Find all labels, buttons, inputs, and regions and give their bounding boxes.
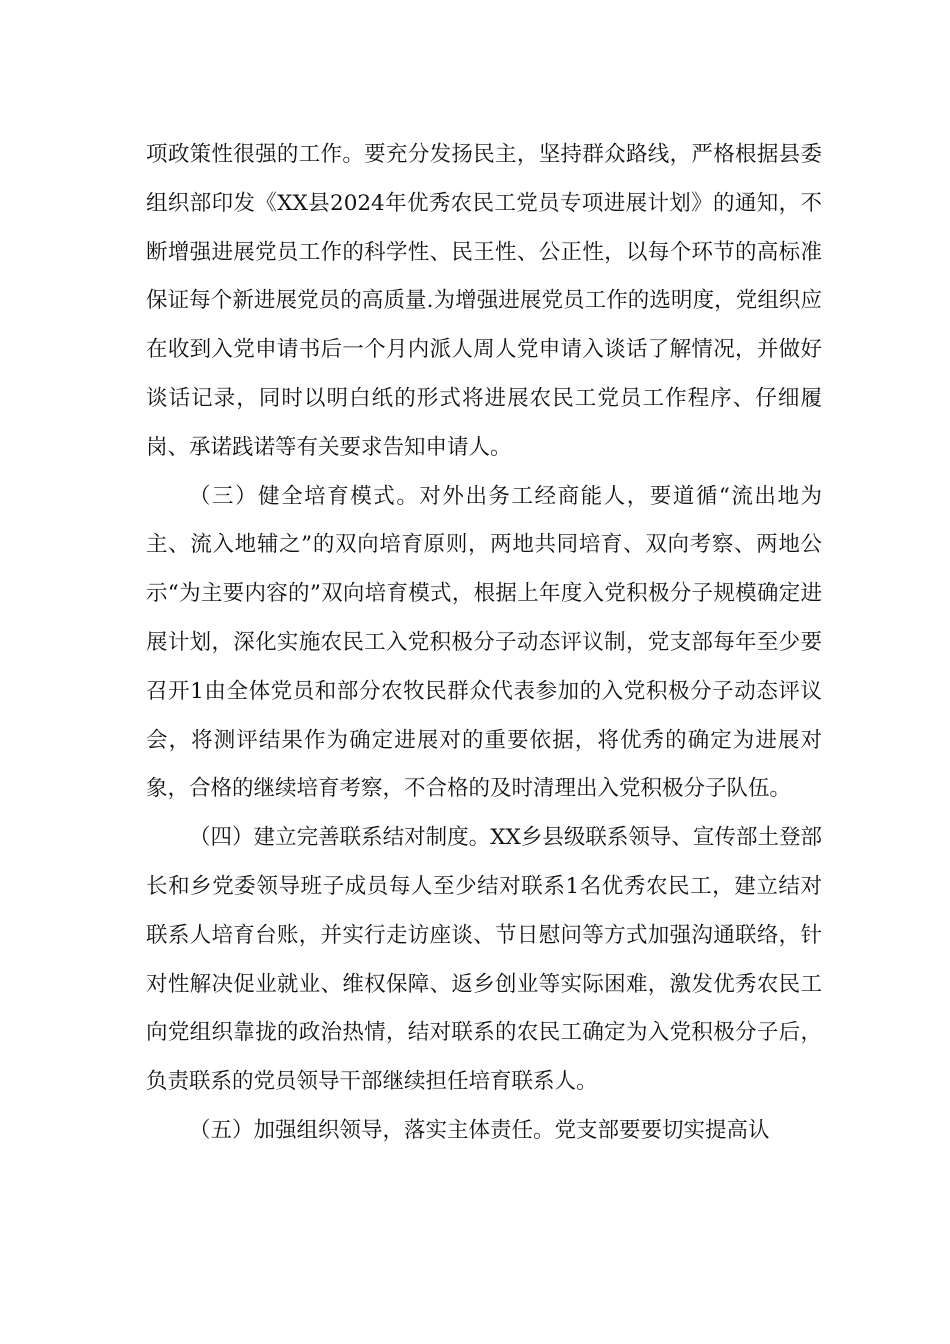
paragraph-organization-leadership: （五）加强组织领导，落实主体责任。党支部要要切实提高认 — [189, 1117, 770, 1143]
paragraph-contact-pairing: （四）建立完善联系结对制度。XX乡县级联系领导、宣传部土登部长和乡党委领导班子成员每人至少结对联系1名优秀农民工，建立结对联系人培育台账，并实行走访座谈、节日慰问等方式加强沟通联络，针对性解决促业就业、维权保障、返乡创业等实际困难，激发优秀农民工向党组织靠拢的政治热情，结对联系的农民工确定为入党积极分子后，负责联系的党员领导干部继续担任培育联系人。 — [146, 825, 822, 1095]
document-body — [146, 131, 822, 1156]
paragraph-cultivation-model: （三）健全培育模式。对外出务工经商能人，要道循“流出地为主、流入地辅之”的双向培育原则，两地共同培育、双向考察、两地公示“为主要内容的”双向培育模式，根据上年度入党积极分子规模确定进展计划，深化实施农民工入党积极分子动态评议制，党支部每年至少要召开1由全体党员和部分农牧民群众代表参加的入党积极分子动态评议会，将测评结果作为确定进展对的重要依据，将优秀的确定为进展对象，合格的继续培育考察，不合格的及时清理出入党积极分子队伍。 — [146, 483, 822, 802]
paragraph-continuation: 项政策性很强的工作。要充分发扬民主，坚持群众路线，严格根据县委组织部印发《XX县2024年优秀农民工党员专项进展计划》的通知，不断增强进展党员工作的科学性、民王性、公正性，以每个环节的高标准保证每个新进展党员的高质量.为增强进展党员工作的选明度，党组织应在收到入党申请书后一个月内派人周人党申请入谈话了解情况，并做好谈话记录，同时以明白纸的形式将进展农民工党员工作程序、仔细履岗、承诺践诺等有关要求告知申请人。 — [146, 142, 822, 460]
